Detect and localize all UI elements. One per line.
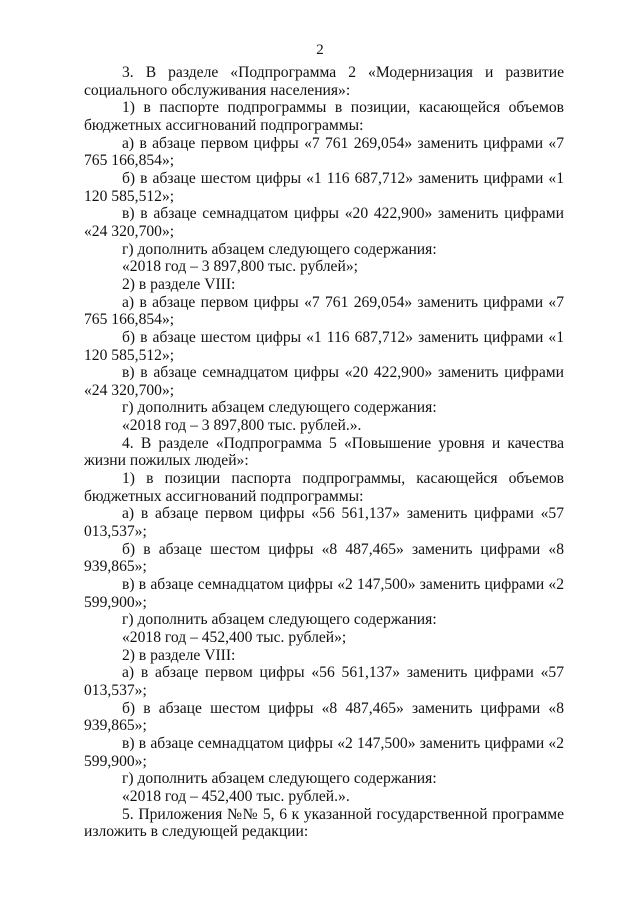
paragraph-item-g: г) дополнить абзацем следующего содержания: [122, 240, 437, 258]
paragraph-section-5-heading: 5. Приложения №№ 5, 6 к указанной государственной программе изложить в следующей редакции: [84, 805, 564, 841]
paragraph-item-2-section-viii: 2) в разделе VIII: [122, 646, 236, 664]
paragraph-item-a: а) в абзаце первом цифры «56 561,137» заменить цифрами «57 013,537»; [84, 664, 564, 699]
page-number: 2 [316, 42, 324, 58]
paragraph-quote-2018: «2018 год – 452,400 тыс. рублей»; [122, 629, 347, 646]
paragraph-item-1-passport: 1) в позиции паспорта подпрограммы, касающейся объемов бюджетных ассигнований подпрограммы: [84, 470, 564, 505]
document-body [84, 64, 564, 841]
paragraph-item-g: г) дополнить абзацем следующего содержания: [122, 770, 437, 788]
paragraph-item-v: в) в абзаце семнадцатом цифры «2 147,500» заменить цифрами «2 599,900»; [84, 576, 564, 611]
paragraph-item-v: в) в абзаце семнадцатом цифры «20 422,900» заменить цифрами «24 320,700»; [84, 364, 564, 399]
paragraph-item-g: г) дополнить абзацем следующего содержания: [122, 399, 437, 417]
paragraph-item-g: г) дополнить абзацем следующего содержания: [122, 611, 437, 629]
paragraph-item-a: а) в абзаце первом цифры «7 761 269,054» заменить цифрами «7 765 166,854»; [84, 293, 564, 329]
paragraph-item-a: а) в абзаце первом цифры «7 761 269,054» заменить цифрами «7 765 166,854»; [84, 134, 564, 170]
paragraph-quote-2018: «2018 год – 3 897,800 тыс. рублей»; [122, 258, 358, 276]
paragraph-quote-2018: «2018 год – 3 897,800 тыс. рублей.». [122, 417, 362, 435]
paragraph-section-3-heading: 3. В разделе «Подпрограмма 2 «Модернизация и развитие социального обслуживания населения»: [84, 64, 564, 99]
paragraph-item-2-section-viii: 2) в разделе VIII: [122, 275, 236, 293]
paragraph-section-4-heading: 4. В разделе «Подпрограмма 5 «Повышение уровня и качества жизни пожилых людей»: [84, 434, 564, 470]
paragraph-item-v: в) в абзаце семнадцатом цифры «20 422,900» заменить цифрами «24 320,700»; [84, 205, 564, 240]
paragraph-item-b: б) в абзаце шестом цифры «1 116 687,712» заменить цифрами «1 120 585,512»; [84, 169, 564, 205]
paragraph-quote-2018: «2018 год – 452,400 тыс. рублей.». [122, 787, 350, 805]
paragraph-item-a: а) в абзаце первом цифры «56 561,137» заменить цифрами «57 013,537»; [84, 505, 564, 541]
paragraph-item-b: б) в абзаце шестом цифры «8 487,465» заменить цифрами «8 939,865»; [84, 699, 564, 735]
paragraph-item-b: б) в абзаце шестом цифры «1 116 687,712» заменить цифрами «1 120 585,512»; [84, 328, 564, 364]
paragraph-item-v: в) в абзаце семнадцатом цифры «2 147,500» заменить цифрами «2 599,900»; [84, 734, 564, 770]
paragraph-item-1-passport: 1) в паспорте подпрограммы в позиции, касающейся объемов бюджетных ассигнований подпрограммы: [84, 99, 564, 134]
paragraph-item-b: б) в абзаце шестом цифры «8 487,465» заменить цифрами «8 939,865»; [84, 540, 564, 576]
